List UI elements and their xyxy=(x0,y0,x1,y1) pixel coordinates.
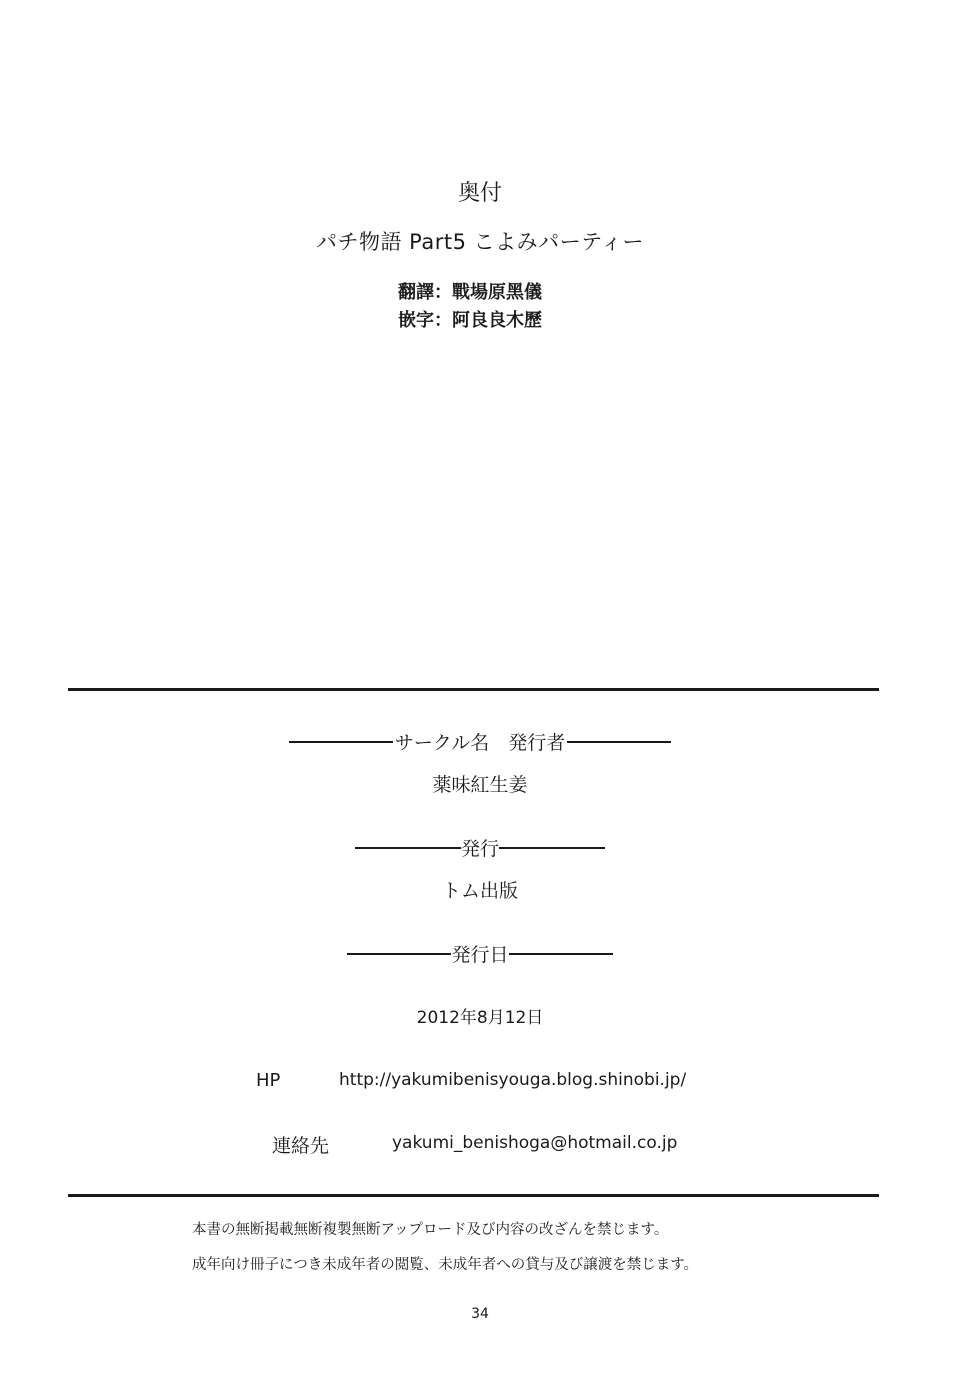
header-dash-right xyxy=(499,847,605,849)
contact-label: 連絡先 xyxy=(272,1135,330,1157)
issue-date: 2012年8月12日 xyxy=(416,1008,544,1028)
credit-translation: 翻譯：戰場原黑儀 xyxy=(398,282,542,303)
header-dash-left xyxy=(355,847,461,849)
top-divider xyxy=(68,688,879,691)
book-title: パチ物語 Part5 こよみパーティー xyxy=(316,230,644,254)
credit-lettering: 嵌字：阿良良木歷 xyxy=(398,310,542,331)
age-restriction-notice: 成年向け冊子につき未成年者の閲覧、未成年者への貸与及び譲渡を禁じます。 xyxy=(192,1257,699,1273)
colophon-heading: 奥付 xyxy=(457,181,502,206)
header-dash-left xyxy=(347,953,451,955)
circle-header-label: サークル名 発行者 xyxy=(394,732,566,754)
contact-email: yakumi_benishoga@hotmail.co.jp xyxy=(392,1133,678,1153)
circle-header xyxy=(0,728,960,755)
publish-header-label: 発行 xyxy=(460,838,499,860)
page-number: 34 xyxy=(471,1306,489,1322)
issue-date-header-label: 発行日 xyxy=(451,944,509,966)
copyright-notice: 本書の無断掲載無断複製無断アップロード及び内容の改ざんを禁じます。 xyxy=(192,1222,669,1238)
header-dash-right xyxy=(509,953,613,955)
homepage-url: http://yakumibenisyouga.blog.shinobi.jp/ xyxy=(339,1070,687,1090)
homepage-label: HP xyxy=(256,1070,281,1091)
circle-name: 薬味紅生姜 xyxy=(432,774,528,796)
publisher-name: トム出版 xyxy=(441,880,518,902)
header-dash-left xyxy=(289,741,393,743)
header-dash-right xyxy=(567,741,671,743)
publish-header xyxy=(0,834,960,861)
bottom-divider xyxy=(68,1194,879,1197)
issue-date-header xyxy=(0,940,960,967)
